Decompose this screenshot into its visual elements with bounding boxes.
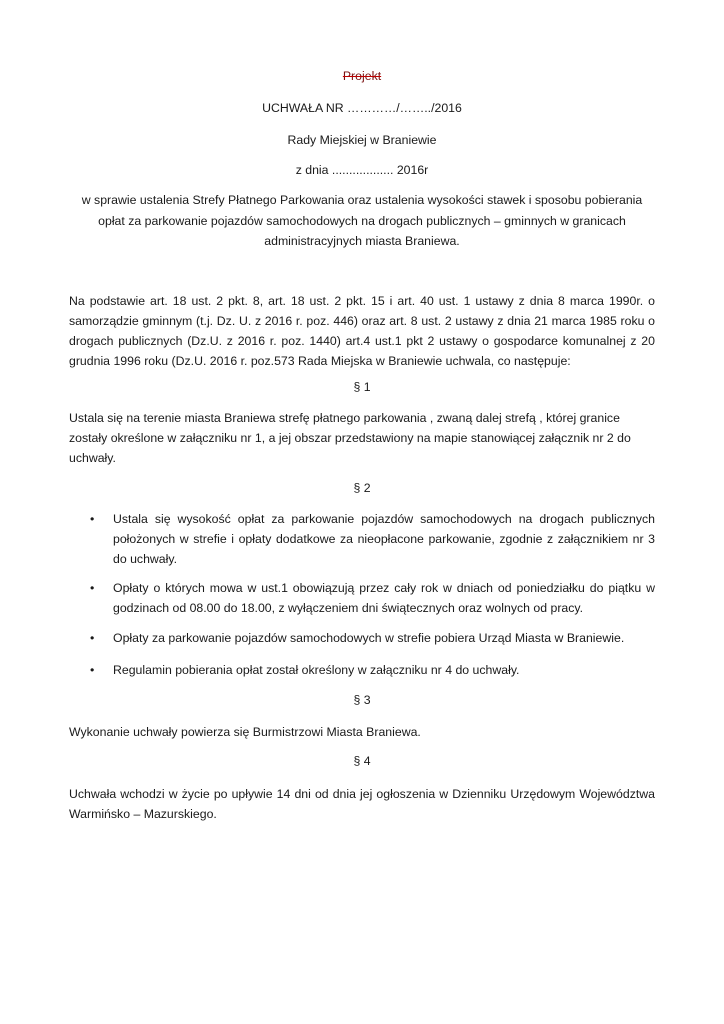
section-3-text: Wykonanie uchwały powierza się Burmistrzowi Miasta Braniewa. [69,725,421,739]
bullet-icon: • [90,663,95,677]
resolution-date: z dnia .................. 2016r [295,163,429,177]
bullet-icon: • [90,581,95,595]
preamble-paragraph: Na podstawie art. 18 ust. 2 pkt. 8, art. 18 ust. 2 pkt. 15 i art. 40 ust. 1 ustawy z dnia 8 marca 1990r. o samorządzie gminnym (t.j. Dz. U. z 2016 r. poz. 446) oraz art. 8 ust. 2 ustawy z dnia 21 marca 1985 roku o drogach publicznych (Dz.U. z 2016 r. poz. 1440) art.4 ust.1 pkt 2 ustawy o gospodarce komunalnej z 20 grudnia 1996 roku (Dz.U. 2016 r. poz.573 Rada Miejska w Braniewie uchwala, co następuje: [69,294,655,368]
section-1-text: Ustala się na terenie miasta Braniewa strefę płatnego parkowania , zwaną dalej strefą , której granice zostały określone w załączniku nr 1, a jej obszar przedstawiony na mapie stanowiącej załącznik nr 2 do uchwały. [69,411,631,465]
section-2-heading: § 2 [353,481,371,495]
section-2-bullet-4 [90,660,655,680]
bullet-icon: • [90,631,95,645]
section-3-heading: § 3 [353,693,371,707]
bullet-text: Ustala się wysokość opłat za parkowanie pojazdów samochodowych na drogach publicznych położonych w strefie i opłaty dodatkowe za nieopłacone parkowanie, zgodnie z załącznikiem nr 3 do uchwały. [113,512,655,566]
bullet-icon: • [90,512,95,526]
projekt-strikethrough-text: Projekt [342,69,382,83]
section-2-bullet-1 [90,509,655,569]
section-2-bullet-3 [90,628,655,648]
resolution-number: UCHWAŁA NR …………/……../2016 [262,101,462,115]
bullet-text: Regulamin pobierania opłat został określony w załączniku nr 4 do uchwały. [113,663,520,677]
section-4-heading: § 4 [353,754,371,768]
section-1-heading: § 1 [353,380,371,394]
bullet-text: Opłaty o których mowa w ust.1 obowiązują przez cały rok w dniach od poniedziałku do piątku w godzinach od 08.00 do 18.00, z wyłączeniem dni świątecznych oraz wolnych od pracy. [113,581,655,615]
section-4-text: Uchwała wchodzi w życie po upływie 14 dni od dnia jej ogłoszenia w Dzienniku Urzędowym Województwa Warmińsko – Mazurskiego. [69,787,655,821]
section-2-bullet-2 [90,578,655,618]
projekt-label [0,69,724,83]
resolution-subject: w sprawie ustalenia Strefy Płatnego Parkowania oraz ustalenia wysokości stawek i sposobu pobierania opłat za parkowanie pojazdów samochodowych na drogach publicznych – gminnych w granicach administracyjnych miasta Braniewa. [81,193,643,248]
bullet-text: Opłaty za parkowanie pojazdów samochodowych w strefie pobiera Urząd Miasta w Braniewie. [113,631,625,645]
council-name: Rady Miejskiej w Braniewie [287,133,437,147]
